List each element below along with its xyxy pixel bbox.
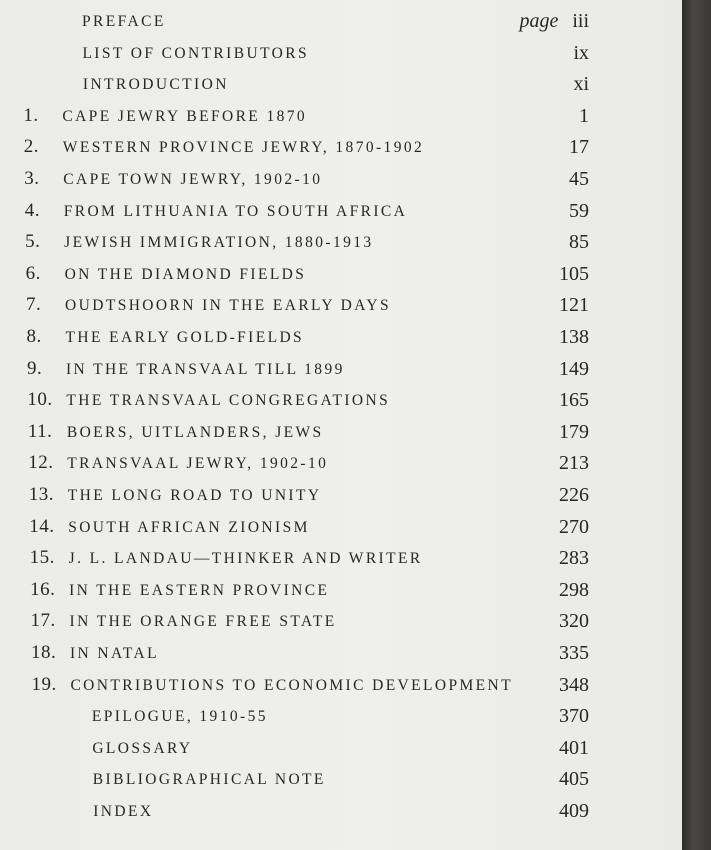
toc-entry-title: INTRODUCTION	[82, 76, 229, 94]
toc-entry-page	[559, 610, 589, 633]
toc-entry-page-number: 370	[559, 705, 589, 728]
toc-entry-number: 10.	[27, 389, 53, 411]
toc-entry-title: IN THE EASTERN PROVINCE	[69, 581, 330, 599]
toc-entry-page-number: ix	[573, 41, 589, 64]
toc-entry-number: 5.	[25, 231, 41, 253]
toc-entry-number: 2.	[23, 136, 40, 158]
toc-entry-page	[559, 547, 589, 570]
toc-entry-number: 17.	[30, 610, 56, 632]
toc-entry-page-number: 165	[559, 389, 589, 412]
toc-entry	[0, 389, 682, 421]
toc-entry-page	[559, 421, 589, 444]
toc-entry-title: WESTERN PROVINCE JEWRY, 1870-1902	[62, 139, 425, 157]
toc-entry-page-number: 1	[579, 104, 589, 127]
toc-entry-page	[573, 73, 589, 96]
book-edge	[682, 0, 711, 850]
toc-entry	[0, 231, 682, 263]
toc-entry	[0, 358, 682, 390]
toc-entry-page	[579, 105, 589, 128]
toc-entry-page-number: 149	[559, 357, 589, 380]
toc-entry	[0, 610, 682, 642]
toc-entry-title: OUDTSHOORN IN THE EARLY DAYS	[65, 297, 392, 315]
toc-entry	[0, 737, 682, 769]
toc-entry-page-number: 283	[559, 547, 589, 570]
toc-entry-number: 13.	[28, 484, 54, 505]
toc-entry-page	[559, 705, 589, 728]
toc-entry-page	[559, 358, 589, 381]
toc-entry-page	[519, 10, 589, 33]
toc-entry	[0, 105, 682, 137]
toc-entry-page-number: 105	[559, 262, 589, 285]
toc-entry-page-number: 401	[559, 736, 589, 759]
toc-entry-page-number: iii	[572, 10, 589, 32]
toc-entry-title: THE LONG ROAD TO UNITY	[67, 487, 322, 504]
toc-entry-number: 3.	[24, 168, 40, 189]
toc-entry	[0, 705, 682, 737]
toc-entry-page-number: 405	[559, 768, 589, 791]
toc-entry-number: 16.	[30, 578, 56, 600]
toc-entry-title: THE TRANSVAAL CONGREGATIONS	[66, 392, 391, 410]
toc-entry-title: JEWISH IMMIGRATION, 1880-1913	[64, 234, 374, 252]
toc-entry-number: 8.	[26, 326, 42, 347]
toc-entry-title: TRANSVAAL JEWRY, 1902-10	[67, 455, 329, 473]
toc-entry	[0, 10, 682, 42]
toc-entry-number: 14.	[29, 515, 55, 537]
toc-entry-page-number: 298	[559, 578, 589, 601]
toc-entry	[0, 547, 682, 579]
toc-entry-number: 12.	[28, 452, 54, 474]
toc-entry-page-number: 85	[569, 231, 589, 254]
toc-entry-page	[559, 263, 589, 286]
toc-entry-number: 9.	[26, 357, 43, 379]
toc-entry-title: BOERS, UITLANDERS, JEWS	[66, 423, 324, 441]
toc-entry-title: BIBLIOGRAPHICAL NOTE	[92, 771, 326, 789]
toc-entry	[0, 484, 682, 516]
toc-entry-title: FROM LITHUANIA TO SOUTH AFRICA	[63, 202, 408, 220]
toc-entry-number: 15.	[29, 547, 55, 569]
toc-entry-page	[559, 674, 589, 697]
toc-entry	[0, 73, 682, 105]
toc-entry-title: LIST OF CONTRIBUTORS	[82, 44, 310, 62]
page-word-label: page	[519, 10, 559, 32]
toc-entry-page-number: 138	[559, 326, 589, 348]
toc-entry-page-number: 121	[559, 294, 589, 317]
toc-entry	[0, 674, 682, 706]
toc-entry-title: GLOSSARY	[92, 739, 193, 757]
toc-entry	[0, 200, 682, 232]
toc-entry-page	[569, 136, 589, 159]
toc-entry-number: 6.	[25, 262, 41, 284]
toc-entry-page-number: 320	[559, 610, 589, 633]
toc-entry-page	[559, 516, 589, 539]
toc-entry-title: THE EARLY GOLD-FIELDS	[65, 329, 305, 346]
toc-entry	[0, 452, 682, 484]
toc-entry-page-number: 45	[569, 168, 589, 190]
toc-entry-page-number: 335	[559, 642, 589, 664]
toc-entry-number: 18.	[31, 642, 57, 663]
toc-entry	[0, 579, 682, 611]
toc-entry-page	[559, 484, 589, 507]
toc-entry-page-number: 213	[559, 452, 589, 475]
toc-entry-page-number: 179	[559, 420, 589, 443]
toc-entry	[0, 136, 682, 168]
toc-entry-number: 4.	[24, 199, 40, 221]
toc-entry-page-number: 226	[559, 484, 589, 506]
toc-entry-title: ON THE DIAMOND FIELDS	[64, 265, 307, 283]
toc-entry-title: CAPE JEWRY BEFORE 1870	[62, 107, 308, 125]
toc-entry	[0, 768, 682, 800]
toc-entry-page-number: 59	[569, 199, 589, 222]
toc-entry-page	[559, 768, 589, 791]
toc-entry-page	[559, 800, 589, 823]
toc-entry-page	[559, 642, 589, 665]
toc-entry-number: 1.	[23, 104, 39, 126]
toc-entry-page	[559, 579, 589, 602]
toc-entry-page	[559, 452, 589, 475]
toc-entry-page	[573, 42, 589, 65]
toc-entry-page-number: 348	[559, 673, 589, 696]
toc-entry-page	[569, 231, 589, 254]
toc-entry	[0, 326, 682, 358]
toc-entry	[0, 800, 682, 832]
toc-entry-title: PREFACE	[82, 13, 166, 30]
toc-entry-title: INDEX	[93, 803, 154, 820]
toc-entry-page	[569, 168, 589, 191]
toc-entry	[0, 516, 682, 548]
toc-entry-page	[559, 326, 589, 349]
toc-entry-title: EPILOGUE, 1910-55	[91, 708, 268, 726]
toc-entry-title: IN THE TRANSVAAL TILL 1899	[65, 360, 345, 378]
toc-entry-page	[569, 200, 589, 223]
toc-entry-title: J. L. LANDAU—THINKER AND WRITER	[68, 550, 423, 568]
toc-entry-number: 7.	[26, 294, 42, 316]
toc-entry-title: CAPE TOWN JEWRY, 1902-10	[63, 171, 323, 188]
toc-entry-title: CONTRIBUTIONS TO ECONOMIC DEVELOPMENT	[70, 676, 514, 694]
toc-entry-title: IN NATAL	[70, 645, 159, 662]
toc-entry-page-number: 409	[559, 800, 589, 822]
toc-entry-page	[559, 294, 589, 317]
toc-entry	[0, 642, 682, 674]
toc-entry-number: 11.	[27, 420, 53, 442]
toc-entry-page-number: 17	[569, 136, 589, 159]
toc-entry	[0, 263, 682, 295]
toc-entry	[0, 294, 682, 326]
toc-entry	[0, 42, 682, 74]
toc-entry-page	[559, 389, 589, 412]
toc-entry-page-number: xi	[573, 73, 589, 96]
toc-entry-page-number: 270	[559, 515, 589, 538]
toc-entry-page	[559, 737, 589, 760]
toc-entry	[0, 168, 682, 200]
toc-entry-title: SOUTH AFRICAN ZIONISM	[68, 518, 310, 536]
toc-entry	[0, 421, 682, 453]
toc-entry-number: 19.	[31, 673, 57, 695]
toc-entry-title: IN THE ORANGE FREE STATE	[69, 613, 337, 631]
